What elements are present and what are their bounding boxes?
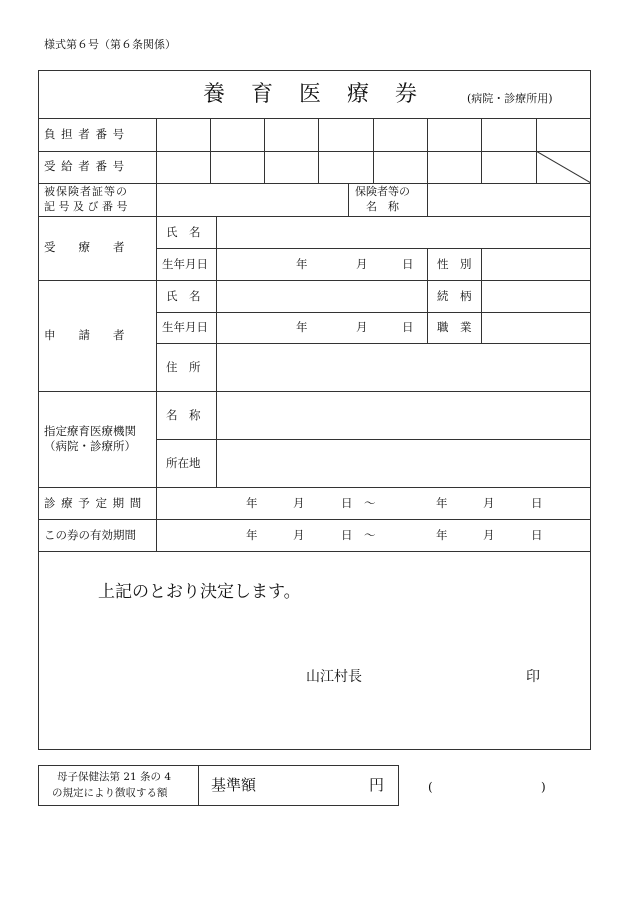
applicant-birthdate-label: 生年月日 — [162, 320, 208, 334]
patient-name-label: 氏 名 — [166, 225, 201, 239]
patient-day-label: 日 — [402, 257, 414, 271]
diagonal-slash — [536, 151, 591, 183]
valid-start-day: 日 — [341, 528, 353, 542]
treatment-period-label: 診 療 予 定 期 間 — [44, 496, 143, 510]
paren-close: ) — [541, 780, 546, 794]
treatment-end-day: 日 — [531, 496, 543, 510]
fee-label-line2: の規定により徴収する額 — [52, 787, 168, 799]
facility-label-line1: 指定療育医療機関 — [44, 424, 136, 438]
treatment-start-day: 日 — [341, 496, 353, 510]
valid-period-label: この券の有効期間 — [44, 528, 136, 542]
burden-number-label: 負 担 者 番 号 — [44, 127, 126, 141]
patient-month-label: 月 — [356, 257, 368, 271]
gender-label: 性 別 — [437, 257, 472, 271]
applicant-month-label: 月 — [356, 320, 368, 334]
form-title: 養 育 医 療 券 — [203, 82, 420, 107]
form-title-note: (病院・診療所用) — [467, 92, 553, 105]
insurer-label-line2: 名 称 — [366, 200, 399, 213]
insured-label-line2: 記 号 及 び 番 号 — [44, 200, 128, 213]
valid-start-year: 年 — [246, 528, 258, 542]
patient-year-label: 年 — [296, 257, 308, 271]
valid-tilde: ～ — [364, 528, 376, 542]
seal-mark: 印 — [526, 669, 540, 685]
valid-end-day: 日 — [531, 528, 543, 542]
yen-label: 円 — [369, 776, 385, 794]
applicant-name-label: 氏 名 — [166, 289, 201, 303]
paren-open: ( — [428, 780, 433, 794]
treatment-start-month: 月 — [293, 496, 305, 510]
applicant-day-label: 日 — [402, 320, 414, 334]
patient-birthdate-label: 生年月日 — [162, 257, 208, 271]
relation-label: 続 柄 — [437, 289, 472, 303]
applicant-year-label: 年 — [296, 320, 308, 334]
issuer-name: 山江村長 — [306, 669, 362, 685]
facility-label-line2: （病院・診療所） — [44, 439, 136, 453]
valid-start-month: 月 — [293, 528, 305, 542]
recipient-number-label: 受 給 者 番 号 — [44, 159, 126, 173]
standard-amount-label: 基準額 — [211, 776, 257, 794]
valid-end-year: 年 — [436, 528, 448, 542]
facility-name-label: 名 称 — [166, 408, 201, 422]
address-label: 住 所 — [166, 360, 201, 374]
treatment-start-year: 年 — [246, 496, 258, 510]
patient-label: 受 療 者 — [44, 240, 125, 254]
location-label: 所在地 — [166, 456, 201, 470]
treatment-end-month: 月 — [483, 496, 495, 510]
treatment-tilde: ～ — [364, 496, 376, 510]
occupation-label: 職 業 — [437, 320, 472, 334]
decision-text: 上記のとおり決定します。 — [98, 582, 301, 602]
treatment-end-year: 年 — [436, 496, 448, 510]
insurer-label-line1: 保険者等の — [355, 185, 410, 198]
fee-label-line1: 母子保健法第 21 条の 4 — [57, 771, 172, 783]
insured-label-line1: 被保険者証等の — [44, 185, 128, 198]
valid-end-month: 月 — [483, 528, 495, 542]
applicant-label: 申 請 者 — [44, 328, 125, 342]
form-number: 様式第６号（第６条関係） — [44, 38, 176, 51]
